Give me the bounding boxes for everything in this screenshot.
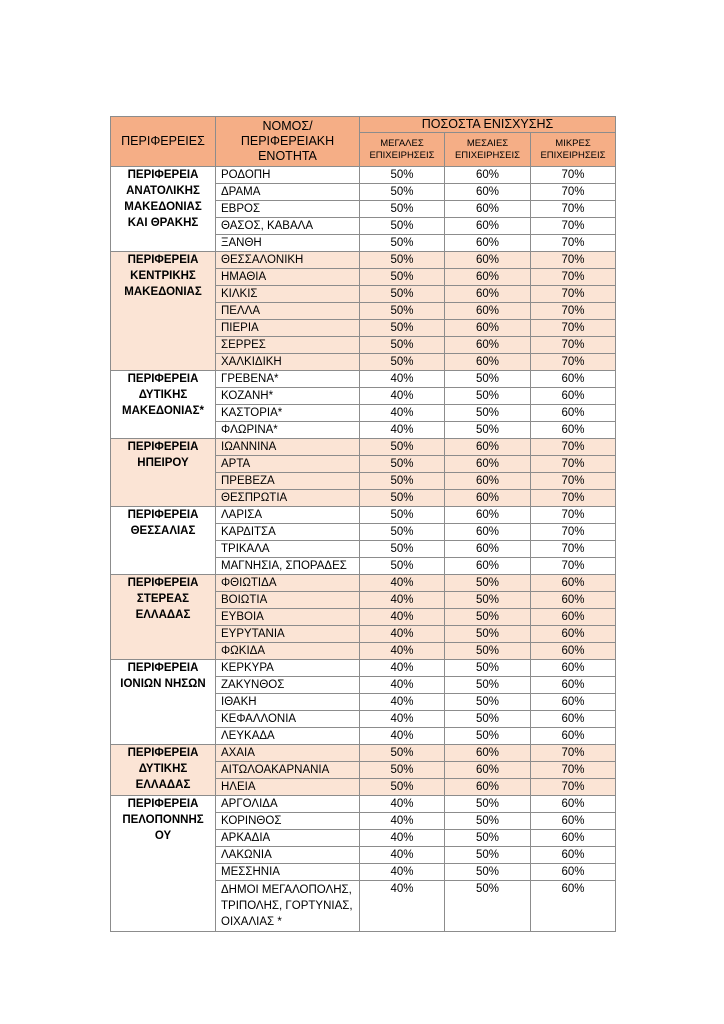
small-enterprises-rate: 60% bbox=[531, 575, 616, 592]
medium-enterprises-rate: 60% bbox=[445, 490, 531, 507]
region-label-line: ΠΕΡΙΦΕΡΕΙΑ bbox=[127, 798, 199, 810]
large-enterprises-rate: 50% bbox=[360, 558, 445, 575]
large-enterprises-rate: 50% bbox=[360, 269, 445, 286]
medium-enterprises-rate: 60% bbox=[445, 269, 531, 286]
table-row bbox=[111, 507, 616, 524]
prefecture-cell: ΚΕΡΚΥΡΑ bbox=[216, 660, 360, 677]
small-enterprises-rate: 60% bbox=[531, 405, 616, 422]
table-row bbox=[111, 575, 616, 592]
large-enterprises-rate: 50% bbox=[360, 745, 445, 762]
small-enterprises-rate: 70% bbox=[531, 762, 616, 779]
prefecture-cell: ΞΑΝΘΗ bbox=[216, 235, 360, 252]
large-enterprises-rate: 50% bbox=[360, 490, 445, 507]
large-enterprises-header: ΜΕΓΑΛΕΣ ΕΠΙΧΕΙΡΗΣΕΙΣ bbox=[360, 133, 445, 167]
medium-enterprises-header: ΜΕΣΑΙΕΣ ΕΠΙΧΕΙΡΗΣΕΙΣ bbox=[445, 133, 531, 167]
prefecture-label-line: ΤΡΙΠΟΛΗΣ, ΓΟΡΤΥΝΙΑΣ, bbox=[221, 900, 353, 912]
medium-enterprises-rate: 60% bbox=[445, 201, 531, 218]
prefecture-cell: ΧΑΛΚΙΔΙΚΗ bbox=[216, 354, 360, 371]
large-enterprises-rate: 50% bbox=[360, 303, 445, 320]
small-enterprises-rate: 60% bbox=[531, 626, 616, 643]
region-label-line: ΠΕΛΟΠΟΝΝΗΣ bbox=[122, 814, 204, 826]
medium-enterprises-rate: 50% bbox=[445, 592, 531, 609]
medium-enterprises-rate: 50% bbox=[445, 881, 531, 932]
small-enterprises-rate: 70% bbox=[531, 541, 616, 558]
large-enterprises-rate: 40% bbox=[360, 728, 445, 745]
prefecture-label-line: ΟΙΧΑΛΙΑΣ * bbox=[221, 916, 282, 928]
prefecture-cell: ΦΘΙΩΤΙΔΑ bbox=[216, 575, 360, 592]
prefecture-cell: ΠΡΕΒΕΖΑ bbox=[216, 473, 360, 490]
large-enterprises-rate: 40% bbox=[360, 405, 445, 422]
prefecture-cell: ΕΥΡΥΤΑΝΙΑ bbox=[216, 626, 360, 643]
prefecture-cell: ΛΑΚΩΝΙΑ bbox=[216, 847, 360, 864]
table-row bbox=[111, 660, 616, 677]
region-cell bbox=[111, 745, 216, 796]
small-enterprises-rate: 70% bbox=[531, 320, 616, 337]
region-label-line: ΙΟΝΙΩΝ ΝΗΣΩΝ bbox=[120, 678, 206, 690]
medium-enterprises-rate: 60% bbox=[445, 541, 531, 558]
prefecture-cell: ΑΧΑΙΑ bbox=[216, 745, 360, 762]
prefecture-cell: ΓΡΕΒΕΝΑ* bbox=[216, 371, 360, 388]
small-enterprises-rate: 60% bbox=[531, 711, 616, 728]
large-enterprises-rate: 50% bbox=[360, 184, 445, 201]
small-enterprises-rate: 60% bbox=[531, 677, 616, 694]
small-enterprises-rate: 70% bbox=[531, 558, 616, 575]
prefecture-cell: ΒΟΙΩΤΙΑ bbox=[216, 592, 360, 609]
region-label-line: ΔΥΤΙΚΗΣ bbox=[138, 763, 188, 775]
large-enterprises-rate: 40% bbox=[360, 626, 445, 643]
large-enterprises-rate: 40% bbox=[360, 881, 445, 932]
region-label-line: ΠΕΡΙΦΕΡΕΙΑ bbox=[127, 441, 199, 453]
medium-enterprises-rate: 50% bbox=[445, 864, 531, 881]
small-enterprises-rate: 70% bbox=[531, 490, 616, 507]
table-row bbox=[111, 252, 616, 269]
medium-enterprises-rate: 60% bbox=[445, 439, 531, 456]
large-enterprises-rate: 50% bbox=[360, 252, 445, 269]
large-enterprises-rate: 50% bbox=[360, 354, 445, 371]
small-enterprises-rate: 70% bbox=[531, 167, 616, 184]
medium-enterprises-rate: 50% bbox=[445, 405, 531, 422]
small-enterprises-rate: 60% bbox=[531, 728, 616, 745]
small-enterprises-rate: 60% bbox=[531, 694, 616, 711]
large-enterprises-rate: 40% bbox=[360, 575, 445, 592]
small-enterprises-rate: 60% bbox=[531, 830, 616, 847]
medium-enterprises-rate: 50% bbox=[445, 796, 531, 813]
prefecture-cell: ΚΑΡΔΙΤΣΑ bbox=[216, 524, 360, 541]
large-enterprises-rate: 40% bbox=[360, 796, 445, 813]
aid-rates-table bbox=[110, 116, 616, 932]
medium-enterprises-rate: 50% bbox=[445, 813, 531, 830]
small-enterprises-rate: 70% bbox=[531, 456, 616, 473]
prefecture-cell: ΙΩΑΝΝΙΝΑ bbox=[216, 439, 360, 456]
large-enterprises-rate: 40% bbox=[360, 677, 445, 694]
prefecture-cell: ΚΙΛΚΙΣ bbox=[216, 286, 360, 303]
medium-enterprises-rate: 60% bbox=[445, 235, 531, 252]
small-enterprises-rate: 60% bbox=[531, 592, 616, 609]
small-enterprises-rate: 60% bbox=[531, 388, 616, 405]
prefecture-cell: ΑΡΓΟΛΙΔΑ bbox=[216, 796, 360, 813]
region-label-line: ΚΕΝΤΡΙΚΗΣ bbox=[130, 270, 196, 282]
small-enterprises-rate: 70% bbox=[531, 286, 616, 303]
large-enterprises-rate: 40% bbox=[360, 711, 445, 728]
medium-enterprises-rate: 60% bbox=[445, 218, 531, 235]
table-row bbox=[111, 745, 616, 762]
table-row bbox=[111, 439, 616, 456]
region-label-line: ΜΑΚΕΔΟΝΙΑΣ bbox=[124, 201, 202, 213]
medium-enterprises-rate: 50% bbox=[445, 575, 531, 592]
medium-enterprises-rate: 60% bbox=[445, 286, 531, 303]
large-enterprises-rate: 40% bbox=[360, 388, 445, 405]
small-enterprises-rate: 70% bbox=[531, 269, 616, 286]
medium-enterprises-rate: 50% bbox=[445, 728, 531, 745]
table-body bbox=[111, 167, 616, 932]
region-cell bbox=[111, 371, 216, 439]
small-enterprises-rate: 60% bbox=[531, 847, 616, 864]
region-label-line: ΠΕΡΙΦΕΡΕΙΑ bbox=[127, 373, 199, 385]
small-enterprises-rate: 60% bbox=[531, 796, 616, 813]
region-cell bbox=[111, 796, 216, 932]
medium-enterprises-rate: 50% bbox=[445, 847, 531, 864]
large-enterprises-rate: 40% bbox=[360, 592, 445, 609]
region-label-line: ΚΑΙ ΘΡΑΚΗΣ bbox=[127, 217, 199, 229]
large-enterprises-rate: 50% bbox=[360, 218, 445, 235]
prefecture-cell: ΖΑΚΥΝΘΟΣ bbox=[216, 677, 360, 694]
small-enterprises-rate: 60% bbox=[531, 660, 616, 677]
medium-enterprises-rate: 60% bbox=[445, 507, 531, 524]
small-enterprises-rate: 70% bbox=[531, 439, 616, 456]
medium-enterprises-rate: 50% bbox=[445, 388, 531, 405]
prefecture-column-header: ΝΟΜΟΣ/ ΠΕΡΙΦΕΡΕΙΑΚΗ ΕΝΟΤΗΤΑ bbox=[216, 117, 360, 167]
prefecture-cell: ΗΜΑΘΙΑ bbox=[216, 269, 360, 286]
region-label-line: ΘΕΣΣΑΛΙΑΣ bbox=[130, 525, 196, 537]
medium-enterprises-rate: 50% bbox=[445, 694, 531, 711]
region-label-line: ΑΝΑΤΟΛΙΚΗΣ bbox=[126, 185, 200, 197]
prefecture-cell: ΘΕΣΠΡΩΤΙΑ bbox=[216, 490, 360, 507]
small-enterprises-rate: 70% bbox=[531, 745, 616, 762]
large-enterprises-rate: 50% bbox=[360, 524, 445, 541]
large-enterprises-rate: 50% bbox=[360, 167, 445, 184]
aid-rates-header: ΠΟΣΟΣΤΑ ΕΝΙΣΧΥΣΗΣ bbox=[360, 117, 616, 133]
small-enterprises-rate: 70% bbox=[531, 473, 616, 490]
prefecture-cell: ΕΒΡΟΣ bbox=[216, 201, 360, 218]
large-enterprises-rate: 40% bbox=[360, 830, 445, 847]
small-enterprises-rate: 60% bbox=[531, 813, 616, 830]
large-enterprises-rate: 40% bbox=[360, 694, 445, 711]
prefecture-cell: ΑΡΤΑ bbox=[216, 456, 360, 473]
region-label-line: ΠΕΡΙΦΕΡΕΙΑ bbox=[127, 747, 199, 759]
prefecture-cell: ΛΑΡΙΣΑ bbox=[216, 507, 360, 524]
small-enterprises-rate: 60% bbox=[531, 609, 616, 626]
prefecture-cell: ΚΕΦΑΛΛΟΝΙΑ bbox=[216, 711, 360, 728]
small-enterprises-rate: 70% bbox=[531, 507, 616, 524]
small-enterprises-rate: 70% bbox=[531, 354, 616, 371]
small-enterprises-rate: 60% bbox=[531, 643, 616, 660]
large-enterprises-rate: 40% bbox=[360, 813, 445, 830]
large-enterprises-rate: 40% bbox=[360, 422, 445, 439]
large-enterprises-rate: 40% bbox=[360, 371, 445, 388]
prefecture-cell: ΚΑΣΤΟΡΙΑ* bbox=[216, 405, 360, 422]
prefecture-cell: ΜΕΣΣΗΝΙΑ bbox=[216, 864, 360, 881]
table-row bbox=[111, 371, 616, 388]
region-cell bbox=[111, 575, 216, 660]
region-label-line: ΕΛΛΑΔΑΣ bbox=[135, 779, 191, 791]
table-row bbox=[111, 796, 616, 813]
medium-enterprises-rate: 50% bbox=[445, 609, 531, 626]
medium-enterprises-rate: 60% bbox=[445, 524, 531, 541]
prefecture-cell: ΠΕΛΛΑ bbox=[216, 303, 360, 320]
small-enterprises-rate: 70% bbox=[531, 337, 616, 354]
small-enterprises-rate: 60% bbox=[531, 864, 616, 881]
medium-enterprises-rate: 60% bbox=[445, 779, 531, 796]
region-label-line: ΜΑΚΕΔΟΝΙΑΣ* bbox=[122, 405, 204, 417]
large-enterprises-rate: 50% bbox=[360, 507, 445, 524]
medium-enterprises-rate: 60% bbox=[445, 303, 531, 320]
small-enterprises-rate: 60% bbox=[531, 881, 616, 932]
region-label-line: ΔΥΤΙΚΗΣ bbox=[138, 389, 188, 401]
prefecture-cell: ΙΘΑΚΗ bbox=[216, 694, 360, 711]
prefecture-cell: ΚΟΡΙΝΘΟΣ bbox=[216, 813, 360, 830]
prefecture-cell: ΜΑΓΝΗΣΙΑ, ΣΠΟΡΑΔΕΣ bbox=[216, 558, 360, 575]
medium-enterprises-rate: 60% bbox=[445, 473, 531, 490]
large-enterprises-rate: 50% bbox=[360, 286, 445, 303]
prefecture-cell: ΔΡΑΜΑ bbox=[216, 184, 360, 201]
medium-enterprises-rate: 60% bbox=[445, 745, 531, 762]
small-enterprises-rate: 60% bbox=[531, 422, 616, 439]
prefecture-cell: ΦΛΩΡΙΝΑ* bbox=[216, 422, 360, 439]
prefecture-cell: ΗΛΕΙΑ bbox=[216, 779, 360, 796]
region-label-line: ΕΛΛΑΔΑΣ bbox=[135, 609, 191, 621]
prefecture-cell: ΑΙΤΩΛΟΑΚΑΡΝΑΝΙΑ bbox=[216, 762, 360, 779]
medium-enterprises-rate: 50% bbox=[445, 626, 531, 643]
small-enterprises-rate: 70% bbox=[531, 524, 616, 541]
medium-enterprises-rate: 50% bbox=[445, 830, 531, 847]
small-enterprises-header: ΜΙΚΡΕΣ ΕΠΙΧΕΙΡΗΣΕΙΣ bbox=[531, 133, 616, 167]
medium-enterprises-rate: 60% bbox=[445, 320, 531, 337]
prefecture-cell: ΤΡΙΚΑΛΑ bbox=[216, 541, 360, 558]
prefecture-cell: ΛΕΥΚΑΔΑ bbox=[216, 728, 360, 745]
region-label-line: ΠΕΡΙΦΕΡΕΙΑ bbox=[127, 254, 199, 266]
large-enterprises-rate: 40% bbox=[360, 864, 445, 881]
prefecture-label-line: ΔΗΜΟΙ ΜΕΓΑΛΟΠΟΛΗΣ, bbox=[221, 884, 352, 896]
large-enterprises-rate: 50% bbox=[360, 541, 445, 558]
small-enterprises-rate: 70% bbox=[531, 303, 616, 320]
medium-enterprises-rate: 60% bbox=[445, 252, 531, 269]
regions-column-header: ΠΕΡΙΦΕΡΕΙΕΣ bbox=[111, 117, 216, 167]
medium-enterprises-rate: 50% bbox=[445, 660, 531, 677]
large-enterprises-rate: 40% bbox=[360, 643, 445, 660]
medium-enterprises-rate: 50% bbox=[445, 643, 531, 660]
large-enterprises-rate: 50% bbox=[360, 456, 445, 473]
large-enterprises-rate: 50% bbox=[360, 439, 445, 456]
large-enterprises-rate: 40% bbox=[360, 660, 445, 677]
medium-enterprises-rate: 60% bbox=[445, 456, 531, 473]
large-enterprises-rate: 40% bbox=[360, 847, 445, 864]
small-enterprises-rate: 70% bbox=[531, 218, 616, 235]
small-enterprises-rate: 70% bbox=[531, 201, 616, 218]
region-cell bbox=[111, 439, 216, 507]
small-enterprises-rate: 70% bbox=[531, 235, 616, 252]
region-cell bbox=[111, 660, 216, 745]
large-enterprises-rate: 50% bbox=[360, 779, 445, 796]
large-enterprises-rate: 40% bbox=[360, 609, 445, 626]
prefecture-cell: ΚΟΖΑΝΗ* bbox=[216, 388, 360, 405]
region-cell bbox=[111, 252, 216, 371]
medium-enterprises-rate: 50% bbox=[445, 371, 531, 388]
region-label-line: ΠΕΡΙΦΕΡΕΙΑ bbox=[127, 662, 199, 674]
region-label-line: ΜΑΚΕΔΟΝΙΑΣ bbox=[124, 286, 202, 298]
table-row bbox=[111, 167, 616, 184]
medium-enterprises-rate: 50% bbox=[445, 677, 531, 694]
prefecture-cell: ΕΥΒΟΙΑ bbox=[216, 609, 360, 626]
medium-enterprises-rate: 60% bbox=[445, 167, 531, 184]
large-enterprises-rate: 50% bbox=[360, 201, 445, 218]
prefecture-cell: ΘΕΣΣΑΛΟΝΙΚΗ bbox=[216, 252, 360, 269]
medium-enterprises-rate: 60% bbox=[445, 354, 531, 371]
large-enterprises-rate: 50% bbox=[360, 235, 445, 252]
medium-enterprises-rate: 50% bbox=[445, 422, 531, 439]
small-enterprises-rate: 60% bbox=[531, 371, 616, 388]
table-header bbox=[111, 117, 616, 167]
small-enterprises-rate: 70% bbox=[531, 252, 616, 269]
prefecture-cell bbox=[216, 881, 360, 932]
small-enterprises-rate: 70% bbox=[531, 779, 616, 796]
small-enterprises-rate: 70% bbox=[531, 184, 616, 201]
medium-enterprises-rate: 60% bbox=[445, 184, 531, 201]
medium-enterprises-rate: 50% bbox=[445, 711, 531, 728]
large-enterprises-rate: 50% bbox=[360, 337, 445, 354]
prefecture-cell: ΘΑΣΟΣ, ΚΑΒΑΛΑ bbox=[216, 218, 360, 235]
region-label-line: ΟΥ bbox=[154, 830, 172, 842]
region-label-line: ΠΕΡΙΦΕΡΕΙΑ bbox=[127, 169, 199, 181]
region-cell bbox=[111, 507, 216, 575]
prefecture-cell: ΠΙΕΡΙΑ bbox=[216, 320, 360, 337]
region-label-line: ΗΠΕΙΡΟΥ bbox=[137, 457, 189, 469]
large-enterprises-rate: 50% bbox=[360, 320, 445, 337]
medium-enterprises-rate: 60% bbox=[445, 337, 531, 354]
medium-enterprises-rate: 60% bbox=[445, 558, 531, 575]
region-cell bbox=[111, 167, 216, 252]
medium-enterprises-rate: 60% bbox=[445, 762, 531, 779]
prefecture-cell: ΦΩΚΙΔΑ bbox=[216, 643, 360, 660]
prefecture-cell: ΣΕΡΡΕΣ bbox=[216, 337, 360, 354]
region-label-line: ΠΕΡΙΦΕΡΕΙΑ bbox=[127, 509, 199, 521]
large-enterprises-rate: 50% bbox=[360, 762, 445, 779]
prefecture-cell: ΑΡΚΑΔΙΑ bbox=[216, 830, 360, 847]
prefecture-cell: ΡΟΔΟΠΗ bbox=[216, 167, 360, 184]
region-label-line: ΠΕΡΙΦΕΡΕΙΑ bbox=[127, 577, 199, 589]
region-label-line: ΣΤΕΡΕΑΣ bbox=[136, 593, 190, 605]
large-enterprises-rate: 50% bbox=[360, 473, 445, 490]
